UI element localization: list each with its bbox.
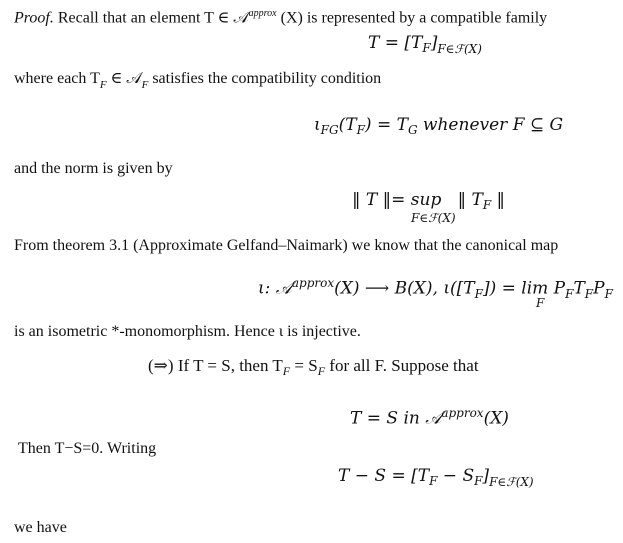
p2-text: where each T [14,70,100,87]
eq4-mid2: ]) = [482,278,522,299]
equation-difference [338,466,534,487]
eq4-mid-sub: F [474,286,483,301]
p6-sub2: F [317,364,326,378]
eq4-rhs-sub1: F [565,286,574,301]
eq5-sup: approx [441,406,484,420]
equation-compatible-family [368,33,482,54]
eq2-iota: ι [314,115,321,135]
eq6-text: T − S = [T [338,466,430,486]
eq4-sup: approx [291,276,335,290]
eq3-rhs: ‖ T [457,190,483,210]
eq2-body-sub: F [356,123,365,137]
eq3-sup-index: F∈ℱ(X) [411,211,456,225]
eq6-sub1: F [429,474,438,488]
eq4-rhs3: P [593,278,605,299]
eq2-body: (T [338,115,357,135]
equation-norm [352,190,505,211]
p2-sub1: F [99,79,107,91]
equation-t-equals-s [350,403,509,429]
paragraph-theorem: From theorem 3.1 (Approximate Gelfand–Naimark) we know that the canonical map [14,237,559,254]
eq1-close-bracket: ] [430,33,438,53]
p6-mid: = S [290,356,318,375]
p2-mid: ∈ 𝒜 [106,70,142,87]
p2-tail: satisfies the compatibility condition [148,70,382,87]
eq6-mid: − S [437,466,475,486]
approx-superscript: approx [248,8,277,19]
paragraph-then: Then T−S=0. Writing [18,440,157,457]
eq4-rhs-sub2: F [584,286,594,301]
eq4-lim: lim [521,278,549,299]
paragraph-we-have: we have [14,519,67,536]
proof-intro-text: Recall that an element T ∈ 𝒜 [53,9,249,27]
eq1-sub-f: F [422,41,431,55]
equation-canonical-map [258,273,613,300]
eq1-index: F∈ℱ(X) [437,42,482,56]
p6-text: (⇒) If T = S, then T [148,356,283,375]
eq5-tail: (X) [483,408,509,429]
equation-compatibility-condition [314,115,563,136]
eq3-lhs: ‖ T ‖= [352,190,411,210]
eq6-close: ] [482,466,490,486]
p2-sub2: F [141,79,149,91]
proof-label: Proof. [14,9,54,27]
paragraph-norm-intro: and the norm is given by [14,160,173,177]
eq2-body2-sub: G [407,123,418,137]
eq4-rhs2: T [573,278,585,299]
eq3-rhs-sub: F [482,198,492,212]
proof-intro-tail: (X) is represented by a compatible family [276,9,548,27]
eq4-mid: (X) ⟶ B(X), ι([T [334,278,475,299]
p6-tail: for all F. Suppose that [325,356,479,375]
eq4-rhs: P [548,278,566,299]
eq2-iota-sub: FG [320,123,339,137]
paragraph-forward-direction [148,356,479,377]
eq4-lim-index: F [536,296,545,310]
eq3-rhs-close: ‖ [491,190,506,210]
eq4-rhs-sub3: F [604,286,613,301]
p6-sub1: F [282,364,291,378]
eq6-index: F∈ℱ(X) [489,475,534,489]
eq4-lhs: ι: 𝒜 [258,278,292,299]
paragraph-isometric: is an isometric *-monomorphism. Hence ι is injective. [14,323,361,340]
eq1-main: T = [T [368,33,423,53]
eq2-tail: whenever F ⊆ G [417,115,564,135]
eq5-text: T = S in 𝒜 [350,408,442,429]
eq6-sub2: F [474,474,483,488]
eq3-sup: sup [410,190,442,210]
eq2-body2: ) = T [364,115,408,135]
paragraph-compatibility [14,69,381,90]
paragraph-proof-intro [14,4,547,28]
